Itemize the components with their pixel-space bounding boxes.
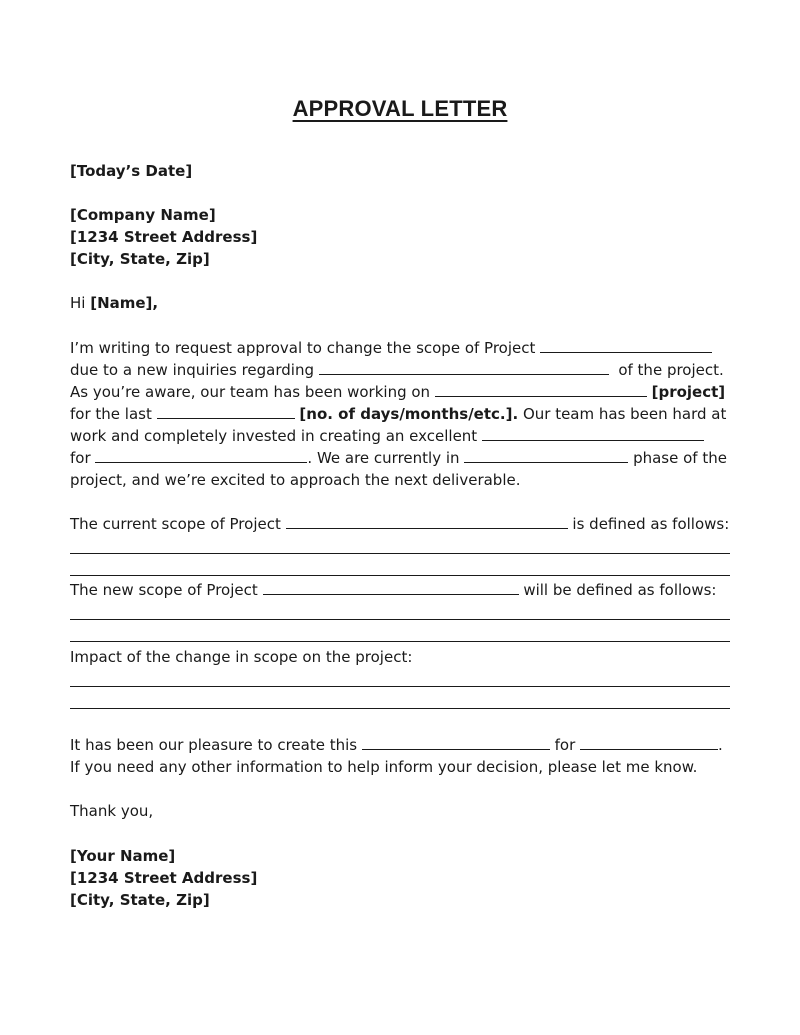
- impact-rule-2: [70, 708, 730, 709]
- phase-blank: [464, 449, 628, 463]
- creation-blank: [362, 736, 550, 750]
- current-scope-rule-2: [70, 575, 730, 576]
- new-scope-rule-1: [70, 619, 730, 620]
- body-text: As you’re aware, our team has been working on: [70, 383, 431, 401]
- body-text: for: [554, 736, 576, 754]
- body-text: It has been our pleasure to create this: [70, 736, 358, 754]
- impact-rule-1: [70, 686, 730, 687]
- impact-line: Impact of the change in scope on the project:: [70, 648, 413, 666]
- company-street: [1234 Street Address]: [70, 228, 258, 246]
- new-scope-line: [70, 579, 716, 601]
- closing-line-1: [70, 734, 723, 756]
- deliverable-blank: [482, 427, 704, 441]
- current-scope-rule-1: [70, 553, 730, 554]
- duration-blank: [157, 405, 295, 419]
- body-line-5: [70, 425, 704, 447]
- body-line-4: [70, 403, 726, 425]
- recipient-blank: [580, 736, 718, 750]
- body-text: will be defined as follows:: [523, 581, 717, 599]
- work-blank: [435, 383, 647, 397]
- page-title: APPROVAL LETTER: [292, 96, 508, 121]
- body-text: for the last: [70, 405, 152, 423]
- signature-city: [City, State, Zip]: [70, 891, 210, 909]
- client-blank: [95, 449, 307, 463]
- body-text: due to a new inquiries regarding: [70, 361, 314, 379]
- inquiry-blank: [319, 361, 609, 375]
- project-name-blank: [540, 339, 712, 353]
- body-line-6: [70, 447, 727, 469]
- body-text: is defined as follows:: [572, 515, 730, 533]
- body-line-2: [70, 359, 724, 381]
- body-text: . We are currently in: [307, 449, 460, 467]
- new-scope-rule-2: [70, 641, 730, 642]
- body-text: of the project.: [618, 361, 724, 379]
- todays-date: [Today’s Date]: [70, 162, 193, 180]
- greeting-name: [Name],: [90, 294, 159, 312]
- company-city: [City, State, Zip]: [70, 250, 210, 268]
- body-text: The current scope of Project: [70, 515, 281, 533]
- greeting-hi: Hi: [70, 294, 91, 312]
- thank-you: Thank you,: [70, 802, 154, 820]
- body-text: phase of the: [633, 449, 727, 467]
- body-line-7: [70, 469, 520, 491]
- current-project-blank: [286, 515, 568, 529]
- duration-placeholder: [no. of days/months/etc.].: [299, 405, 519, 423]
- body-text: for: [70, 449, 91, 467]
- closing-line-2: If you need any other information to help inform your decision, please let me know.: [70, 758, 698, 776]
- project-placeholder: [project]: [651, 383, 726, 401]
- body-text: work and completely invested in creating an excellent: [70, 427, 478, 445]
- signature-street: [1234 Street Address]: [70, 869, 258, 887]
- body-line-1: [70, 337, 712, 359]
- body-text: I’m writing to request approval to change the scope of Project: [70, 339, 536, 357]
- signature-name: [Your Name]: [70, 847, 176, 865]
- body-text: The new scope of Project: [70, 581, 258, 599]
- body-text: .: [718, 736, 723, 754]
- body-line-3: [70, 381, 725, 403]
- new-project-blank: [263, 581, 519, 595]
- greeting: [70, 292, 158, 314]
- body-text: Our team has been hard at: [522, 405, 727, 423]
- body-text: project, and we’re excited to approach the next deliverable.: [70, 471, 521, 489]
- company-name: [Company Name]: [70, 206, 216, 224]
- current-scope-line: [70, 513, 729, 535]
